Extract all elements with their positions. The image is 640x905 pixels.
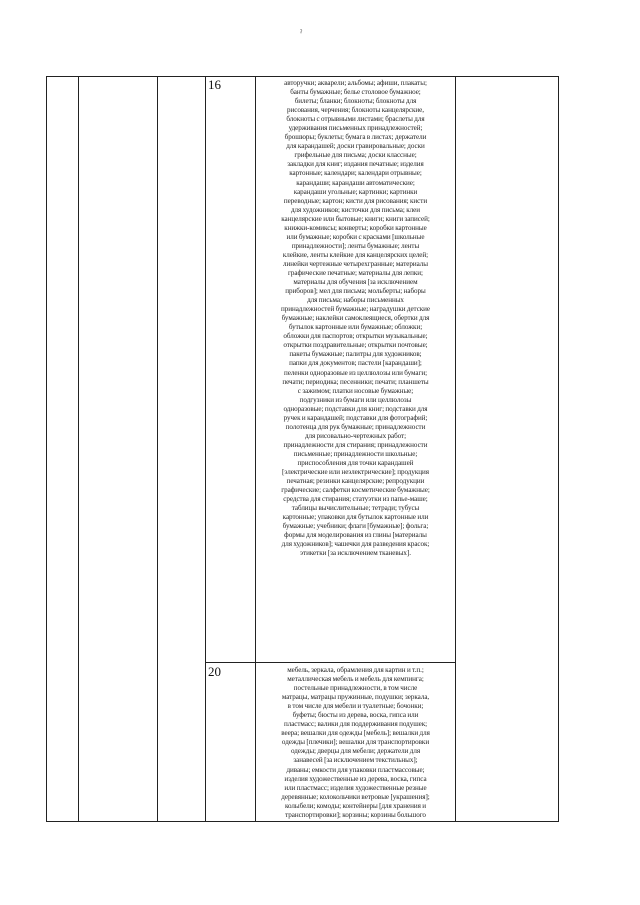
goods-line: транспортировки]; корзины; корзины большого (285, 810, 426, 819)
goods-line: графические печатные; материалы для лепки; (288, 268, 423, 277)
row-divider (205, 662, 455, 663)
goods-line: картонные; календари; календари отрывные; (289, 169, 422, 178)
goods-line: пакеты бумажные; палитры для художников; (289, 350, 422, 359)
goods-line: деревянные; колокольчики ветровые [украшения]; (281, 792, 430, 801)
goods-line: [электрические или неэлектрические]; продукция (282, 468, 429, 477)
goods-line: билеты; бланки; блокноты; блокноты для (294, 97, 417, 106)
goods-line: клейкие, ленты клейкие для канцелярских целей; (282, 250, 429, 259)
class-number: 16 (208, 77, 221, 92)
table-border-left (46, 76, 47, 822)
goods-line: графические; салфетки косметические бумажные; (281, 486, 430, 495)
goods-line: одноразовые; подставки для книг; подставки для (283, 404, 428, 413)
goods-line: грифельные для письма; доски классные; (294, 151, 417, 160)
goods-line: принадлежности]; ленты бумажные; ленты (291, 241, 420, 250)
goods-line: мебель, зеркала, обрамления для картин и т.п.; (287, 666, 424, 674)
goods-line: формы для моделирования из глины [материалы (284, 531, 427, 540)
goods-line: с зажимом; платки носовые бумажные; (297, 386, 414, 395)
goods-line: банты бумажные; белье столовое бумажное; (290, 88, 421, 97)
goods-line: металлическая мебель и мебель для кемпинга; (287, 675, 424, 684)
goods-line: занавесей [за исключением текстильных]; (293, 756, 418, 765)
goods-line: матрацы, матрацы пружинные, подушки; зеркала, (281, 693, 430, 702)
goods-line: таблицы вычислительные; тетради; тубусы (291, 504, 420, 513)
goods-line: брошюры; буклеты; бумага в листах; держатели (284, 133, 427, 142)
goods-line: или пластмасс; изделия художественные резные (284, 783, 427, 792)
goods-line: канцелярские или бытовые; книги; книги записей; (281, 214, 430, 223)
goods-line: для письма; наборы письменных (307, 296, 404, 305)
table-border-top (46, 76, 559, 77)
goods-line: одежды [плечики]; вешалки для транспортировки (281, 738, 430, 747)
goods-line: диваны; емкости для упаковки пластмассовые; (286, 765, 425, 774)
goods-line: материалы для обучения [за исключением (293, 278, 418, 287)
goods-line: одежды; дверцы для мебели; держатели для (290, 747, 421, 756)
column-divider (78, 76, 79, 822)
goods-line: книжки-комиксы; конверты; коробки картонные (284, 223, 427, 232)
goods-line: пеленки одноразовые из целлюлозы или бумаги; (284, 368, 427, 377)
goods-line: колыбели; комоды; контейнеры [для хранения и (284, 801, 426, 810)
goods-line: изделия художественные из дерева, воска, гипса (284, 774, 427, 783)
goods-list (257, 79, 454, 661)
goods-line: бумажные; наклейки самоклеящиеся, обертки для (281, 314, 430, 323)
goods-line: этикетки [за исключением тканевых]. (300, 549, 411, 558)
goods-line: карандаши; карандаши автоматические; (296, 178, 415, 187)
column-divider (157, 76, 158, 822)
goods-line: печати; периодика; песенники; печати; планшеты (282, 377, 429, 386)
goods-line: авторучки; акварели; альбомы; афиши, плакаты; (284, 79, 427, 87)
goods-line: открытки поздравительные; открытки почтовые; (283, 341, 428, 350)
goods-line: принадлежностей бумажные; наградушки детские (280, 305, 431, 314)
goods-line: для рисовально-чертежных работ; (304, 431, 407, 440)
goods-line: блокноты с отрывными листами; браслеты для (286, 115, 425, 124)
goods-line: или бумажные; коробки с красками [школьные (286, 232, 425, 241)
goods-line: принадлежности для стирания; принадлежности (283, 440, 428, 449)
goods-list (257, 666, 454, 821)
table-border-bottom (46, 821, 559, 822)
goods-line: в том числе для мебели и туалетные; бочонки; (287, 702, 424, 711)
goods-line: удерживания письменных принадлежностей; (288, 124, 423, 133)
goods-line: карандаши угольные; картинки; картинки (293, 187, 418, 196)
column-divider (255, 76, 256, 822)
goods-line: приспособления для точки карандашей (297, 458, 414, 467)
goods-line: буфеты; бюсты из дерева, воска, гипса или (292, 711, 419, 720)
goods-line: средства для стирания; статуэтки из папье-маше; (283, 495, 428, 504)
page-mark: ˀ (300, 28, 303, 38)
column-divider (455, 76, 456, 822)
goods-line: линейки чертежные четырехгранные; материалы (283, 259, 428, 268)
goods-line: бутылок картонные или бумажные; обложки; (288, 323, 423, 332)
goods-line: для карандашей; доски гравировальные; доски (286, 142, 425, 151)
goods-line: ручек и карандашей; подставки для фотографий; (283, 413, 428, 422)
goods-table (46, 76, 559, 822)
table-border-right (558, 76, 559, 822)
goods-line: для художников; кисточки для письма; клеи (291, 205, 420, 214)
goods-line: полотенца для рук бумажные; принадлежности (285, 422, 426, 431)
class-number: 20 (208, 664, 221, 679)
goods-line: папки для документов; пастели [карандаши]; (289, 359, 422, 368)
goods-line: пластмасс; валики для поддерживания подушек; (283, 720, 428, 729)
goods-line: бумажные; учебники; флаги [бумажные]; фольга; (282, 522, 429, 531)
goods-line: рисования, черчения; блокноты канцелярские, (287, 106, 424, 115)
goods-line: закладки для книг; издания печатные; изделия (287, 160, 424, 169)
goods-line: обложки для паспортов; открытки музыкальные; (283, 332, 428, 341)
goods-line: переводные; картон; кисти для рисования; кисти (283, 196, 428, 205)
goods-line: для художников]; чашечки для разведения красок; (281, 540, 430, 549)
goods-line: печатная; резинки канцелярские; репродукции (286, 477, 425, 486)
goods-line: подгузники из бумаги или целлюлозы (299, 395, 412, 404)
goods-line: веера; вешалки для одежды [мебель]; вешалки для (281, 729, 430, 738)
goods-line: картонные; упаковки для бутылок картонные или (282, 513, 429, 522)
column-divider (205, 76, 206, 822)
goods-line: письменные; принадлежности школьные; (293, 449, 418, 458)
goods-line: постельные принадлежности, в том числе (293, 684, 418, 693)
goods-line: приборов]; мел для письма; мольберты; наборы (285, 287, 426, 296)
